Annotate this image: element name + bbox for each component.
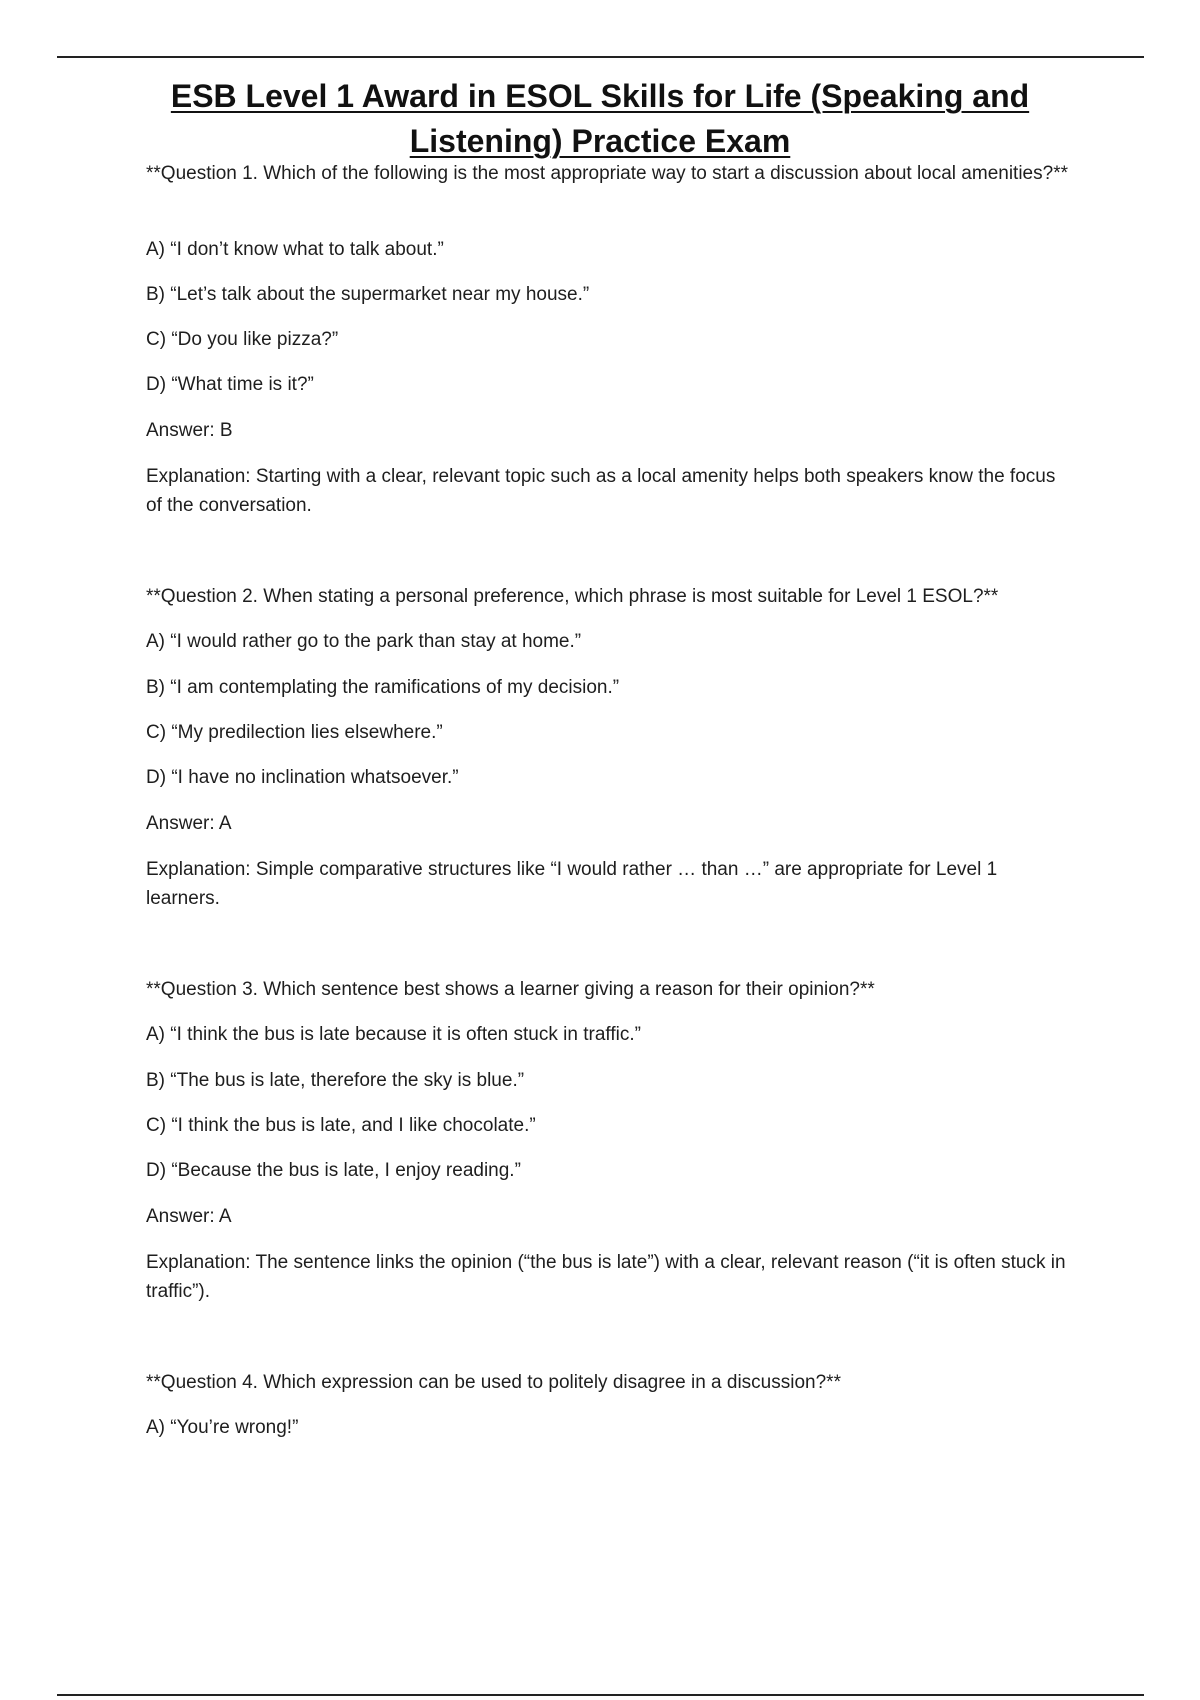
question-4-text: **Question 4. Which expression can be used to politely disagree in a discussion?** [146,1372,841,1393]
question-1-option-d: D) “What time is it?” [146,374,314,395]
top-divider [57,56,1144,58]
question-3-answer: Answer: A [146,1206,232,1227]
question-4-option-a: A) “You’re wrong!” [146,1417,299,1438]
title-line-1: ESB Level 1 Award in ESOL Skills for Life (Speaking and [170,78,1030,114]
question-2-answer: Answer: A [146,813,232,834]
question-1-answer: Answer: B [146,420,233,441]
question-1-explanation: Explanation: Starting with a clear, relevant topic such as a local amenity helps both speakers know the focus of the conversation. [146,466,1056,516]
question-2-option-a: A) “I would rather go to the park than stay at home.” [146,631,582,652]
question-3-option-a: A) “I think the bus is late because it is often stuck in traffic.” [146,1024,641,1045]
question-3-option-b: B) “The bus is late, therefore the sky is blue.” [146,1070,525,1091]
question-3-option-d: D) “Because the bus is late, I enjoy reading.” [146,1160,521,1181]
question-2-option-d: D) “I have no inclination whatsoever.” [146,767,459,788]
page-title [100,74,1100,164]
question-1-option-c: C) “Do you like pizza?” [146,329,339,350]
question-3-option-c: C) “I think the bus is late, and I like chocolate.” [146,1115,536,1136]
question-1-option-b: B) “Let’s talk about the supermarket near my house.” [146,284,590,305]
question-1-text: **Question 1. Which of the following is the most appropriate way to start a discussion about local amenities?** [146,163,1068,184]
question-1-option-a: A) “I don’t know what to talk about.” [146,239,444,260]
question-2-text: **Question 2. When stating a personal preference, which phrase is most suitable for Level 1 ESOL?** [146,586,999,607]
question-2-option-c: C) “My predilection lies elsewhere.” [146,722,443,743]
question-2-option-b: B) “I am contemplating the ramifications of my decision.” [146,677,620,698]
title-line-2: Listening) Practice Exam [409,123,791,159]
question-2-explanation: Explanation: Simple comparative structures like “I would rather … than …” are appropriate for Level 1 learners. [146,859,998,909]
bottom-divider [57,1694,1144,1696]
question-3-explanation: Explanation: The sentence links the opinion (“the bus is late”) with a clear, relevant reason (“it is often stuck in traffic”). [146,1252,1066,1302]
question-3-text: **Question 3. Which sentence best shows a learner giving a reason for their opinion?** [146,979,875,1000]
